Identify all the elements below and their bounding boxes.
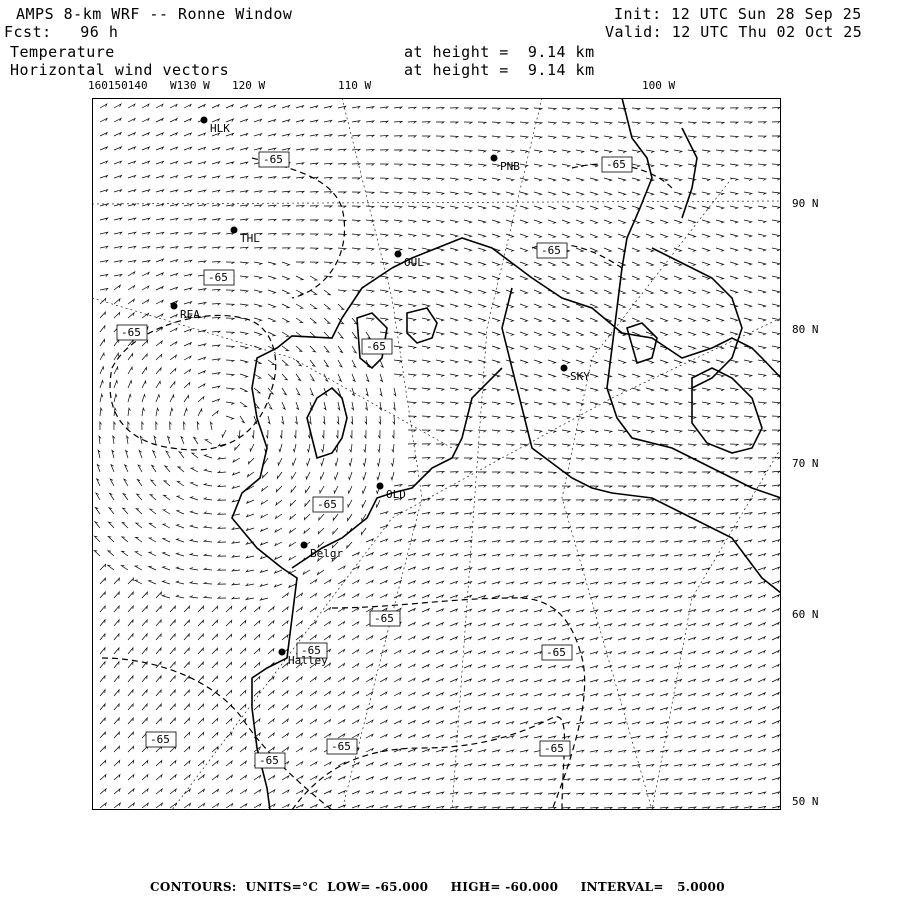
station-label: REA <box>180 308 200 321</box>
lon-label-110w: 110 W <box>338 79 372 92</box>
station-label: SKY <box>570 370 590 383</box>
svg-text:-65: -65 <box>259 754 279 767</box>
contour-label <box>117 325 147 340</box>
svg-text:-65: -65 <box>150 733 170 746</box>
contour-label <box>204 270 234 285</box>
contour-label <box>362 339 392 354</box>
svg-text:-65: -65 <box>121 326 141 339</box>
station-label: Halley <box>288 654 328 667</box>
forecast-hour: Fcst: 96 h <box>4 23 119 41</box>
lat-label-60n: 60 N <box>792 608 819 621</box>
contour-label <box>602 157 632 172</box>
svg-text:-65: -65 <box>301 644 321 657</box>
lat-label-70n: 70 N <box>792 457 819 470</box>
lon-label-160w: 160150140 <box>88 79 148 92</box>
height-wind: at height = 9.14 km <box>404 61 595 79</box>
contour-label <box>313 497 343 512</box>
contour-label <box>146 732 176 747</box>
lat-label-80n: 80 N <box>792 323 819 336</box>
contour-legend: CONTOURS: UNITS=°C LOW= -65.000 HIGH= -60.000 INTERVAL= 5.0000 <box>150 880 725 894</box>
svg-text:-65: -65 <box>544 742 564 755</box>
contour-label <box>259 152 289 167</box>
field-wind-vectors: Horizontal wind vectors <box>10 61 230 79</box>
field-temperature: Temperature <box>10 43 115 61</box>
svg-text:-65: -65 <box>366 340 386 353</box>
svg-text:-65: -65 <box>331 740 351 753</box>
station-label: THL <box>240 232 260 245</box>
svg-text:-65: -65 <box>541 244 561 257</box>
svg-text:-65: -65 <box>263 153 283 166</box>
station-label: PNB <box>500 160 520 173</box>
svg-text:-65: -65 <box>317 498 337 511</box>
height-temperature: at height = 9.14 km <box>404 43 595 61</box>
lon-label-100w: 100 W <box>642 79 676 92</box>
contour-label <box>370 611 400 626</box>
contour-label <box>542 645 572 660</box>
lat-label-50n: 50 N <box>792 795 819 808</box>
lon-label-120w: 120 W <box>232 79 266 92</box>
station-label: OLD <box>386 488 406 501</box>
contour-label <box>540 741 570 756</box>
contour-label <box>537 243 567 258</box>
station-label: OUL <box>404 256 424 269</box>
svg-text:-65: -65 <box>208 271 228 284</box>
lat-label-90n: 90 N <box>792 197 819 210</box>
map-plot <box>92 98 781 810</box>
contour-label <box>327 739 357 754</box>
map-frame <box>93 99 781 810</box>
init-time: Init: 12 UTC Sun 28 Sep 25 <box>614 5 862 23</box>
lon-label-130w: W130 W <box>170 79 210 92</box>
map-title: AMPS 8-km WRF -- Ronne Window <box>16 5 293 23</box>
station-label: Belgr <box>310 547 344 560</box>
svg-text:-65: -65 <box>374 612 394 625</box>
valid-time: Valid: 12 UTC Thu 02 Oct 25 <box>605 23 863 41</box>
svg-text:-65: -65 <box>606 158 626 171</box>
contour-label <box>255 753 285 768</box>
station-label: HLK <box>210 122 230 135</box>
svg-text:-65: -65 <box>546 646 566 659</box>
